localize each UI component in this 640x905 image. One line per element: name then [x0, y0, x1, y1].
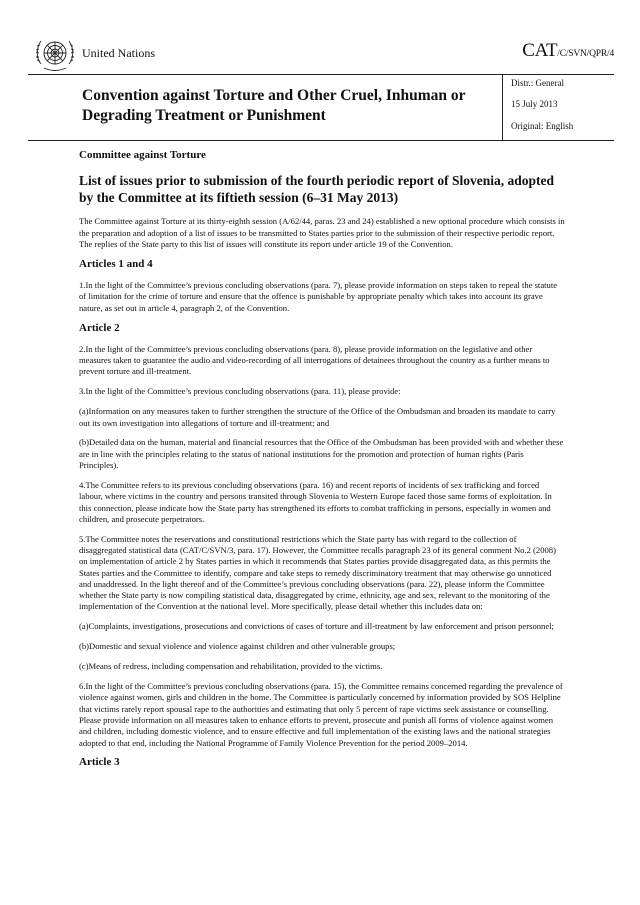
paragraph-6: 6.In the light of the Committee’s previous concluding observations (para. 15), the Committee remains concerned regarding the prevalence of violence against women, girls and children in the home. The Committee is particularly concerned by information provided by SOS Helpline that victims rarely report spousal rape to the authorities and estimating that only 5 percent of rape victims seek assistance or counselling. Please provide information on all measures taken to enhance efforts to prevent, prosecute and punish all forms of violence against women and children, including domestic violence, and to ensure effective and full implementation of the existing laws and the national strategies adopted to that end, including the National Programme of Family Violence Prevention for the period 2009–2014. [79, 681, 563, 748]
original-language: Original: English [511, 121, 574, 131]
header-title-band [28, 74, 614, 141]
document-body [79, 150, 565, 779]
convention-title: Convention against Torture and Other Cruel, Inhuman or Degrading Treatment or Punishment [82, 87, 466, 124]
paragraph-3a: (a)Information on any measures taken to further strengthen the structure of the Office of the Ombudsman and broaden its mandate to carry out its own investigation into allegations of torture and ill-treatment; and [79, 406, 556, 428]
section-heading-article-3: Article 3 [79, 756, 120, 769]
committee-heading: Committee against Torture [79, 149, 206, 161]
distribution-label: Distr.: General [511, 78, 564, 88]
section-heading-articles-1-4: Articles 1 and 4 [79, 257, 153, 270]
paragraph-5: 5.The Committee notes the reservations and constitutional restrictions which the State party has with regard to the collection of disaggregated statistical data (CAT/C/SVN/3, para. 17). However, the Committee recalls paragraph 23 of its general comment No.2 (2008) on implementation of article 2 by States parties in which it recommends that States parties provide disaggregated data, as this permits the States parties and the Committee to identify, compare and take steps to remedy discriminatory treatment that may otherwise go unnoticed and unaddressed. In the light thereof and of the Committee’s previous concluding observations (para. 22), please inform the Committee whether the State party is now compiling statistical data, disaggregated by crime, ethnicity, age and sex, relevant to the monitoring of the implementation of the Convention at the national level. More specifically, please detail whether this includes data on: [79, 533, 556, 612]
header-top-band [28, 30, 614, 75]
document-symbol-main: CAT [522, 40, 558, 61]
paragraph-5c: (c)Means of redress, including compensation and rehabilitation, provided to the victims. [79, 661, 383, 672]
paragraph-3: 3.In the light of the Committee’s previous concluding observations (para. 11), please provide: [79, 386, 401, 397]
document-symbol [522, 40, 614, 62]
paragraph-5b: (b)Domestic and sexual violence and violence against children and other vulnerable groups; [79, 641, 396, 652]
un-emblem-icon [32, 34, 78, 74]
paragraph-4: 4.The Committee refers to its previous concluding observations (para. 16) and recent reports of incidents of sex trafficking and forced labour, where victims in the country and persons transited through Slovenia to Western Europe faced those same forms of exploitation. In this connection, please indicate how the State party has strengthened its efforts to combat trafficking in persons, especially in women and children, and prosecute perpetrators. [79, 479, 552, 524]
document-metadata [502, 74, 615, 140]
document-symbol-sub: /C/SVN/QPR/4 [557, 49, 614, 59]
paragraph-1: 1.In the light of the Committee’s previous concluding observations (para. 7), please provide information on steps taken to repeal the statute of limitation for the crime of torture and ensure that the offence is punishable by appropriate penalty which takes into account its grave nature, as set out in article 4, paragraph 2, of the Convention. [79, 280, 558, 313]
section-heading-article-2: Article 2 [79, 321, 120, 334]
paragraph-2: 2.In the light of the Committee’s previous concluding observations (para. 8), please provide information on the legislative and other measures taken to guarantee the audio and video-recording of all interrogations of detainees throughout the country as a further means to prevent torture and ill-treatment. [79, 343, 550, 377]
paragraph-3b: (b)Detailed data on the human, material and financial resources that the Office of the Ombudsman has been provided with and whether these are in line with the principles relating to the status of national institutions for the promotion and protection of human rights (Paris Principles). [79, 437, 564, 471]
paragraph-5a: (a)Complaints, investigations, prosecutions and convictions of cases of torture and ill-treatment by law enforcement and prison personnel; [79, 621, 554, 632]
intro-paragraph: The Committee against Torture at its thirty-eighth session (A/62/44, paras. 23 and 24) established a new optional procedure which consists in the preparation and adoption of a list of issues to be transmitted to States parties prior to the submission of their respective periodic report. The replies of the State party to this list of issues will constitute its report under article 19 of the Convention. [79, 216, 565, 249]
organization-name: United Nations [82, 46, 155, 60]
document-date: 15 July 2013 [511, 99, 558, 109]
list-of-issues-title: List of issues prior to submission of the fourth periodic report of Slovenia, adopted by the Committee at its fiftieth session (6–31 May 2013) [79, 173, 555, 206]
